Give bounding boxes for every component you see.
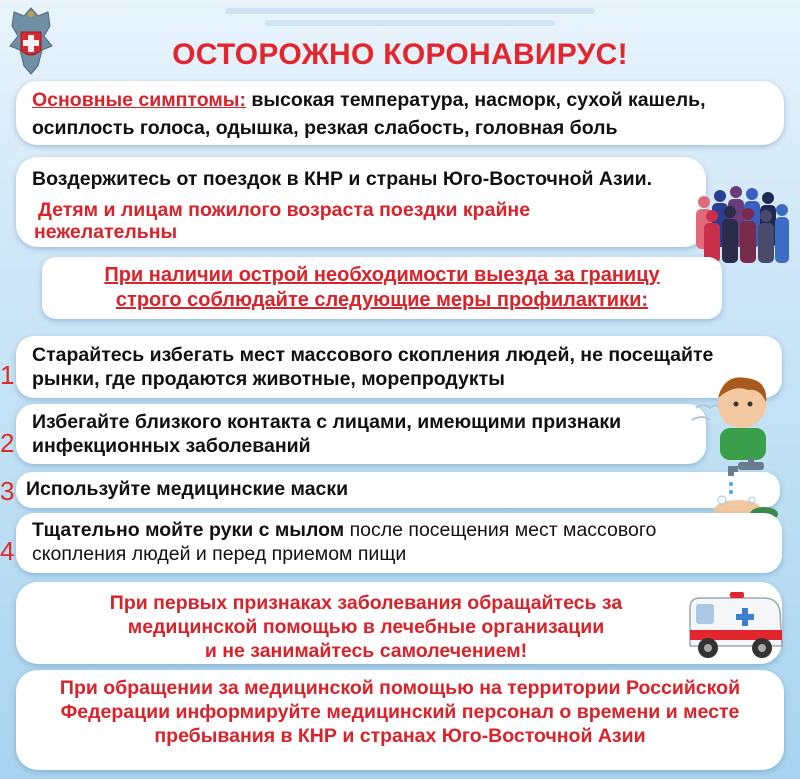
- measure-2-line1: Избегайте близкого контакта с лицами, имеющими признаки: [32, 411, 622, 433]
- symptoms-line1: высокая температура, насморк, сухой кашель,: [251, 89, 706, 111]
- ambulance-icon: [686, 590, 786, 664]
- travel-card: [16, 157, 706, 247]
- inform-line1: При обращении за медицинской помощью на территории Российской: [59, 677, 741, 699]
- page-title: ОСТОРОЖНО КОРОНАВИРУС!: [172, 38, 628, 71]
- measure-1-line1: Старайтесь избегать мест массового скопления людей, не посещайте: [32, 344, 714, 366]
- first-signs-line1: При первых признаках заболевания обращайтесь за: [109, 592, 623, 614]
- first-signs-line2: медицинской помощью в лечебные организации: [127, 616, 605, 638]
- measure-number-3: 3: [0, 476, 15, 506]
- faint-header-line: [225, 8, 595, 14]
- measure-1-line2: рынки, где продаются животные, морепродукты: [32, 368, 505, 390]
- prevention-header-card: [42, 257, 722, 319]
- measure-number-2: 2: [0, 428, 15, 458]
- prevention-header-line2: строго соблюдайте следующие меры профилактики:: [115, 289, 649, 311]
- first-signs-line3: и не занимайтесь самолечением!: [204, 640, 528, 662]
- measure-number-1: 1: [0, 360, 15, 390]
- measure-card-4: [16, 513, 782, 573]
- first-signs-card: [16, 582, 782, 664]
- measure-3-line1: Используйте медицинские маски: [26, 478, 349, 500]
- measure-4-line1-bold: Тщательно мойте руки с мылом: [32, 519, 345, 541]
- measure-card-2: [16, 404, 706, 464]
- measure-4-line2: скопления людей и перед приемом пищи: [32, 543, 407, 565]
- inform-line3: пребывания в КНР и странах Юго-Восточной Азии: [154, 725, 646, 747]
- inform-card: [16, 670, 784, 770]
- symptoms-card: [16, 81, 784, 145]
- symptoms-line2: осиплость голоса, одышка, резкая слабость, головная боль: [32, 117, 618, 139]
- travel-warning-line2: нежелательны: [34, 221, 178, 243]
- symptoms-label: Основные симптомы:: [32, 89, 246, 111]
- inform-line2: Федерации информируйте медицинский персонал о времени и месте: [60, 701, 740, 723]
- measure-card-1: [16, 336, 782, 398]
- faint-header-line: [265, 20, 555, 26]
- measure-card-3: [16, 472, 780, 508]
- travel-warning-line1: Детям и лицам пожилого возраста поездки крайне: [38, 199, 531, 221]
- crowd-people-icon: [690, 186, 790, 266]
- prevention-header-line1: При наличии острой необходимости выезда за границу: [104, 264, 660, 286]
- measure-number-4: 4: [0, 536, 15, 566]
- measure-4-line1-rest: после посещения мест массового: [344, 519, 657, 541]
- measure-2-line2: инфекционных заболеваний: [32, 435, 311, 457]
- travel-line1: Воздержитесь от поездок в КНР и страны Юго-Восточной Азии.: [32, 168, 653, 190]
- coughing-child-icon: [690, 368, 782, 462]
